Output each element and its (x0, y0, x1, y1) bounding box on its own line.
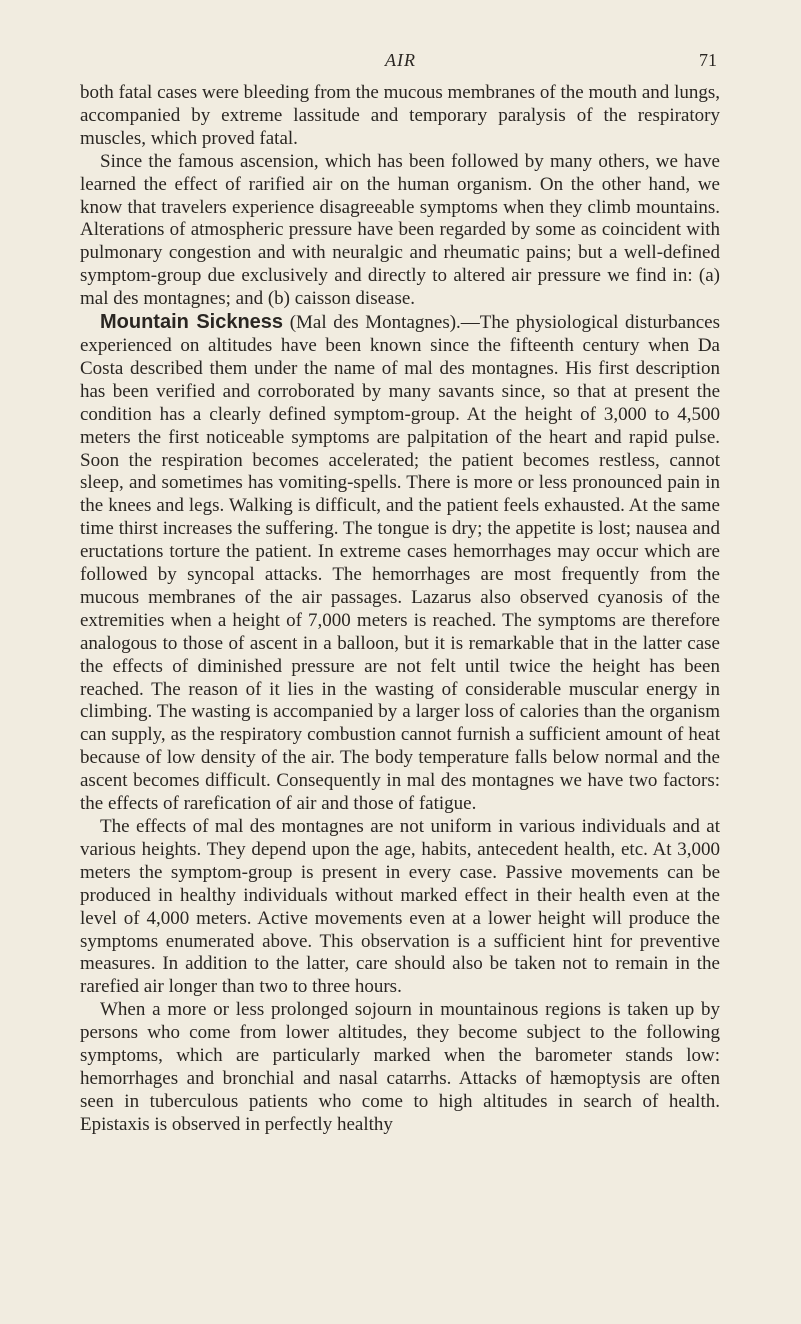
page-number: 71 (699, 50, 717, 70)
paragraph-sojourn: When a more or less prolonged sojourn in mountainous regions is taken up by persons who come from lower altitudes, they become subject to the following symptoms, which are particularly marked when the barometer stands low: hemorrhages and bronchial and nasal catarrhs. Attacks of hæmoptysis are often seen in tuberculous patients who come to high altitudes in search of health. Epistaxis is observed in perfectly healthy (80, 999, 720, 1135)
paragraph-continuation: both fatal cases were bleeding from the mucous membranes of the mouth and lungs, accompanied by extreme lassitude and temporary paralysis of the respiratory muscles, which proved fatal. (80, 82, 720, 149)
paragraph-mountain-sickness (80, 311, 720, 816)
section-heading: Mountain Sickness (100, 311, 284, 334)
body-text (80, 82, 720, 1137)
paragraph-ascension: Since the famous ascension, which has been followed by many others, we have learned the effect of rarified air on the human organism. On the other hand, we know that travelers experience disagreeable symptoms when they climb mountains. Alterations of atmospheric pressure have been regarded by some as coincident with pulmonary congestion and with neuralgic and rheumatic pains; but a well-defined symptom-group due exclusively and directly to altered air pressure we find in: (a) mal des montagnes; and (b) caisson disease. (80, 150, 720, 310)
paragraph-mountain-sickness-text: (Mal des Montagnes).—The physiological disturbances experienced on altitudes have been known since the fifteenth century when Da Costa described them under the name of mal des montagnes. His first description has been verified and corroborated by many savants since, so that at present the condition has a clearly defined symptom-group. At the height of 3,000 to 4,500 meters the first noticeable symptoms are palpitation of the heart and rapid pulse. Soon the respiration becomes accelerated; the patient becomes restless, cannot sleep, and sometimes has vomiting-spells. There is more or less pronounced pain in the knees and legs. Walking is difficult, and the patient feels exhausted. At the same time thirst increases the suffering. The tongue is dry; the appetite is lost; nausea and eructations torture the patient. In extreme cases hemorrhages may occur which are followed by syncopal attacks. The hemorrhages are most frequently from the mucous membranes of the air passages. Lazarus also observed cyanosis of the extremities when a height of 7,000 meters is reached. The symptoms are therefore analogous to those of ascent in a balloon, but it is remarkable that in the latter case the effects of diminished pressure are not felt until twice the height has been reached. The reason of it lies in the wasting of considerable muscular energy in climbing. The wasting is accompanied by a larger loss of calories than the organism can supply, as the respiratory combustion cannot furnish a sufficient amount of heat because of low density of the air. The body temperature falls below normal and the ascent becomes difficult. Consequently in mal des montagnes we have two factors: the effects of rarefication of air and those of fatigue. (80, 312, 720, 815)
running-title: AIR (385, 50, 416, 70)
paragraph-effects: The effects of mal des montagnes are not uniform in various individuals and at various heights. They depend upon the age, habits, antecedent health, etc. At 3,000 meters the symptom-group is present in every case. Passive movements can be produced in healthy individuals without marked effect in their health even at the level of 4,000 meters. Active movements even at a lower height will produce the symptoms enumerated above. This observation is a sufficient hint for preventive measures. In addition to the latter, care should also be taken not to remain in the rarefied air longer than two to three hours. (80, 816, 720, 998)
running-head (0, 48, 801, 72)
